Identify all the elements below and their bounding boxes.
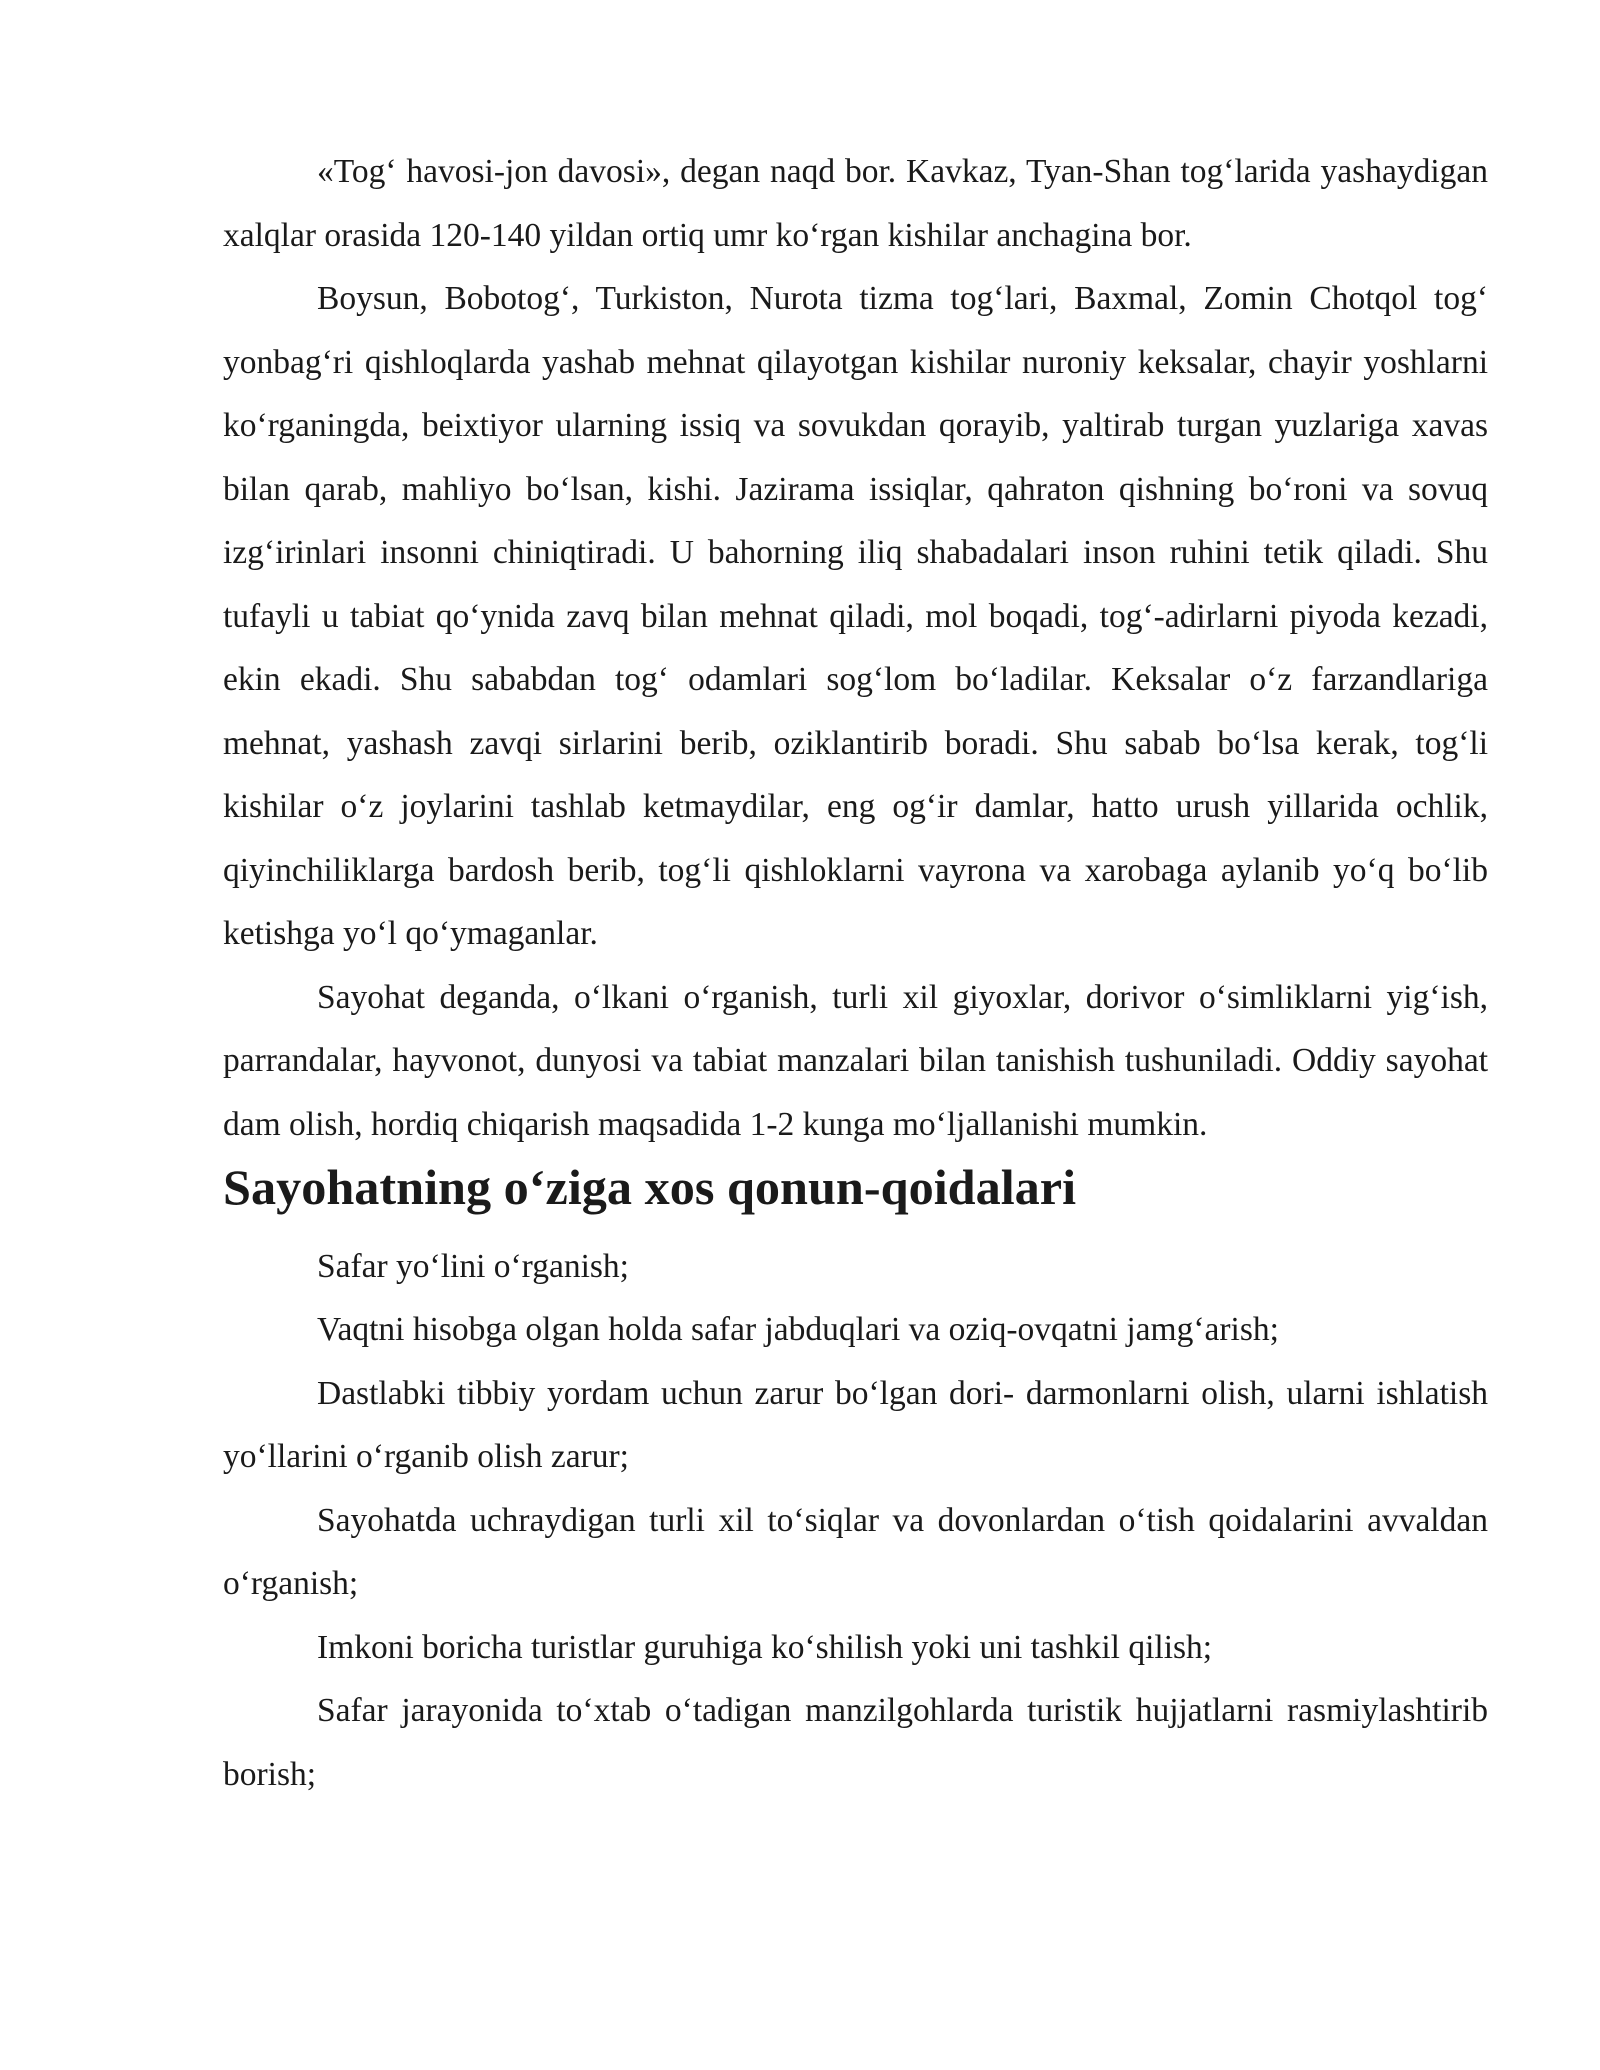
paragraph-intro-1: «Tog‘ havosi-jon davosi», degan naqd bor. Kavkaz, Tyan-Shan tog‘larida yashaydigan xalqlar orasida 120-140 yildan ortiq umr ko‘rgan kishilar anchagina bor. <box>223 153 1488 254</box>
rule-item-1: Safar yo‘lini o‘rganish; <box>317 1247 629 1285</box>
rule-item-6: Safar jarayonida to‘xtab o‘tadigan manzilgohlarda turistik hujjatlarni rasmiylashtirib borish; <box>223 1692 1488 1793</box>
rule-item-2: Vaqtni hisobga olgan holda safar jabduqlari va oziq-ovqatni jamg‘arish; <box>317 1311 1279 1348</box>
paragraph-intro-3: Sayohat deganda, o‘lkani o‘rganish, turli xil giyoxlar, dorivor o‘simliklarni yig‘ish, parrandalar, hayvonot, dunyosi va tabiat manzalari bilan tanishish tushuniladi. Oddiy sayohat dam olish, hordiq chiqarish maqsadida 1-2 kunga mo‘ljallanishi mumkin. <box>223 978 1488 1143</box>
rules-list <box>223 1235 1488 1807</box>
rule-item-4: Sayohatda uchraydigan turli xil to‘siqlar va dovonlardan o‘tish qoidalarini avvaldan o‘rganish; <box>223 1501 1488 1602</box>
rule-item-3: Dastlabki tibbiy yordam uchun zarur bo‘lgan dori- darmonlarni olish, ularni ishlatish yo‘llarini o‘rganib olish zarur; <box>223 1374 1488 1475</box>
paragraph-intro-2: Boysun, Bobotog‘, Turkiston, Nurota tizma tog‘lari, Baxmal, Zomin Chotqol tog‘ yonbag‘ri qishloqlarda yashab mehnat qilayotgan kishilar nuroniy keksalar, chayir yoshlarni ko‘rganingda, beixtiyor ularning issiq va sovukdan qorayib, yaltirab turgan yuzlariga xavas bilan qarab, mahliyo bo‘lsan, kishi. Jazirama issiqlar, qahraton qishning bo‘roni va sovuq izg‘irinlari insonni chiniqtiradi. U bahorning iliq shabadalari inson ruhini tetik qiladi. Shu tufayli u tabiat qo‘ynida zavq bilan mehnat qiladi, mol boqadi, tog‘-adirlarni piyoda kezadi, ekin ekadi. Shu sababdan tog‘ odamlari sog‘lom bo‘ladilar. Keksalar o‘z farzandlariga mehnat, yashash zavqi sirlarini berib, oziklantirib boradi. Shu sabab bo‘lsa kerak, tog‘li kishilar o‘z joylarini tashlab ketmaydilar, eng og‘ir damlar, hatto urush yillarida ochlik, qiyinchiliklarga bardosh berib, tog‘li qishloklarni vayrona va xarobaga aylanib yo‘q bo‘lib ketishga yo‘l qo‘ymaganlar. <box>223 280 1488 952</box>
rule-item-5: Imkoni boricha turistlar guruhiga ko‘shilish yoki uni tashkil qilish; <box>317 1628 1213 1666</box>
document-page <box>223 140 1488 1806</box>
section-heading: Sayohatning o‘ziga xos qonun-qoidalari <box>223 1159 1077 1215</box>
